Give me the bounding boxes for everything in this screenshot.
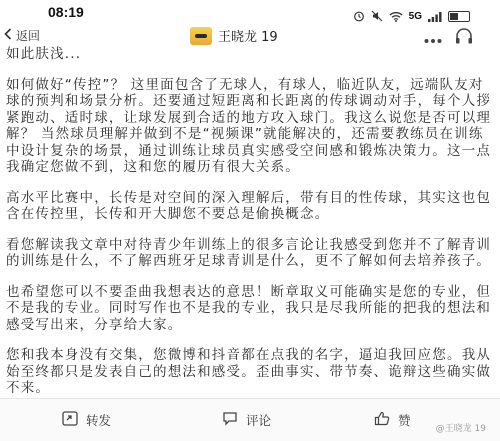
top-nav: [0, 26, 500, 48]
back-button[interactable]: [4, 27, 40, 44]
post-paragraph-1: 如此肤浅...: [6, 46, 82, 62]
action-bar: [0, 398, 500, 441]
post-author[interactable]: [190, 26, 278, 45]
post-paragraph-5: 也希望您可以不要歪曲我想表达的意思！断章取义可能确实是您的专业，但不是我的专业。同时写作也不是我的专业，我只是尽我所能的把我的想法和感受写出来，分享给大家。: [6, 283, 492, 333]
wifi-icon: [389, 7, 403, 26]
status-icons: [353, 7, 470, 26]
comment-icon: [222, 411, 238, 429]
status-time: 08:19: [48, 4, 84, 20]
thumbs-up-icon: [374, 411, 390, 429]
more-icon[interactable]: [424, 29, 442, 48]
post-paragraph-6: 您和我本身没有交集，您微博和抖音都在点我的名字，逼迫我回应您。我从始至终都只是发表自己的想法和感受。歪曲事实、带节奏、诡辩这些确实做不来。: [6, 347, 492, 396]
alarm-icon: [353, 7, 365, 26]
repost-label: 转发: [86, 413, 112, 428]
page-title: 王晓龙 19: [218, 30, 278, 45]
chevron-left-icon: [4, 28, 12, 43]
network-type: 5G: [408, 11, 422, 22]
post-body: [6, 46, 498, 411]
post-paragraph-3: 高水平比赛中，长传是对空间的深入理解后，带有目的性传球，其实这也包含在传控里，长传和开大脚您不要总是偷换概念。: [6, 189, 492, 222]
battery-icon: [448, 11, 470, 22]
like-label: 赞: [398, 413, 411, 428]
avatar: [190, 27, 212, 45]
repost-button[interactable]: [62, 411, 111, 429]
comment-button[interactable]: [222, 411, 271, 429]
comment-label: 评论: [246, 413, 272, 428]
signal-icon: [428, 7, 442, 26]
status-bar: [0, 0, 500, 26]
watermark: @王晓龙 19: [435, 424, 486, 434]
post-paragraph-4: 看您解读我文章中对待青少年训练上的很多言论让我感受到您并不了解青训的训练是什么，不了解西班牙足球青训是什么，更不了解如何去培养孩子。: [6, 236, 492, 269]
like-button[interactable]: [374, 411, 411, 429]
battery-level: [450, 13, 458, 20]
mute-icon: [371, 7, 383, 26]
repost-icon: [62, 411, 78, 429]
post-paragraph-2: 如何做好“传控”？ 这里面包含了无球人，有球人，临近队友，远端队友对球的预判和场景分析。还要通过短距离和长距离的传球调动对手，每个人拶紧跑动、适时球，让球发展到合适的地方攻入球门。我这么说您是否可以理解？ 当然球员理解并做到不是“视频课”就能解决的，还需要教练员在训练中设计复杂的场景，通过训练让球员真实感受空间感和锻炼决策力。这一点我确定您做不到，这和您的履历有很大关系。: [6, 76, 492, 175]
back-label: 返回: [16, 29, 41, 43]
